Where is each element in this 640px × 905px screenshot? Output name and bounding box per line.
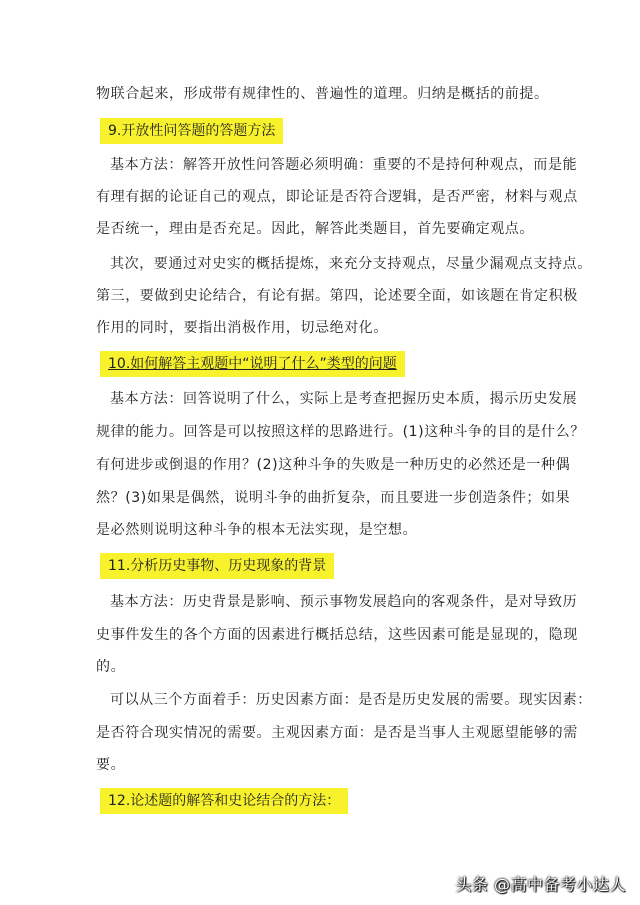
section-10-paragraph-line: 有何进步或倒退的作用？(2)这种斗争的失败是一种历史的必然还是一种偶	[96, 457, 571, 473]
section-10-heading: 10.如何解答主观题中“说明了什么”类型的问题	[100, 351, 405, 377]
section-11-paragraph-line: 史事件发生的各个方面的因素进行概括总结，这些因素可能是显现的，隐现	[96, 627, 578, 643]
section-11-paragraph-line: 可以从三个方面着手：历史因素方面：是否是历史发展的需要。现实因素：	[110, 692, 592, 708]
section-9-paragraph-line: 第三，要做到史论结合，有论有据。第四，论述要全面，如该题在肯定积极	[96, 288, 578, 304]
section-10-paragraph-line: 然？(3)如果是偶然，说明斗争的曲折复杂，而且要进一步创造条件；如果	[96, 490, 571, 506]
section-11-heading: 11.分析历史事物、历史现象的背景	[100, 553, 334, 579]
section-11-paragraph-line: 的。	[96, 659, 126, 675]
section-9-paragraph-line: 其次，要通过对史实的概括提炼，来充分支持观点，尽量少漏观点支持点。	[110, 256, 592, 272]
section-10-paragraph-line: 是必然则说明这种斗争的根本无法实现，是空想。	[96, 522, 418, 538]
section-11-paragraph-line: 是否符合现实情况的需要。主观因素方面：是否是当事人主观愿望能够的需	[96, 725, 578, 741]
section-9-paragraph-line: 基本方法：解答开放性问答题必须明确：重要的不是持何种观点，而是能	[110, 157, 578, 173]
intro-line: 物联合起来，形成带有规律性的、普遍性的道理。归纳是概括的前提。	[96, 86, 549, 102]
section-9-paragraph-line: 作用的同时，要指出消极作用，切忌绝对化。	[96, 320, 388, 336]
watermark: 头条 @高中备考小达人	[455, 875, 626, 894]
section-11-paragraph-line: 要。	[96, 757, 126, 773]
section-9-paragraph-line: 有理有据的论证自己的观点，即论证是否符合逻辑，是否严密，材料与观点	[96, 189, 578, 205]
section-10-paragraph-line: 基本方法：回答说明了什么，实际上是考查把握历史本质，揭示历史发展	[110, 391, 578, 407]
section-12-heading: 12.论述题的解答和史论结合的方法：	[100, 788, 348, 814]
section-9-heading: 9.开放性问答题的答题方法	[100, 118, 283, 144]
section-9-paragraph-line: 是否统一，理由是否充足。因此，解答此类题目，首先要确定观点。	[96, 221, 534, 237]
section-11-paragraph-line: 基本方法：历史背景是影响、预示事物发展趋向的客观条件，是对导致历	[110, 594, 578, 610]
section-10-paragraph-line: 规律的能力。回答是可以按照这样的思路进行。(1)这种斗争的目的是什么？	[96, 424, 585, 440]
